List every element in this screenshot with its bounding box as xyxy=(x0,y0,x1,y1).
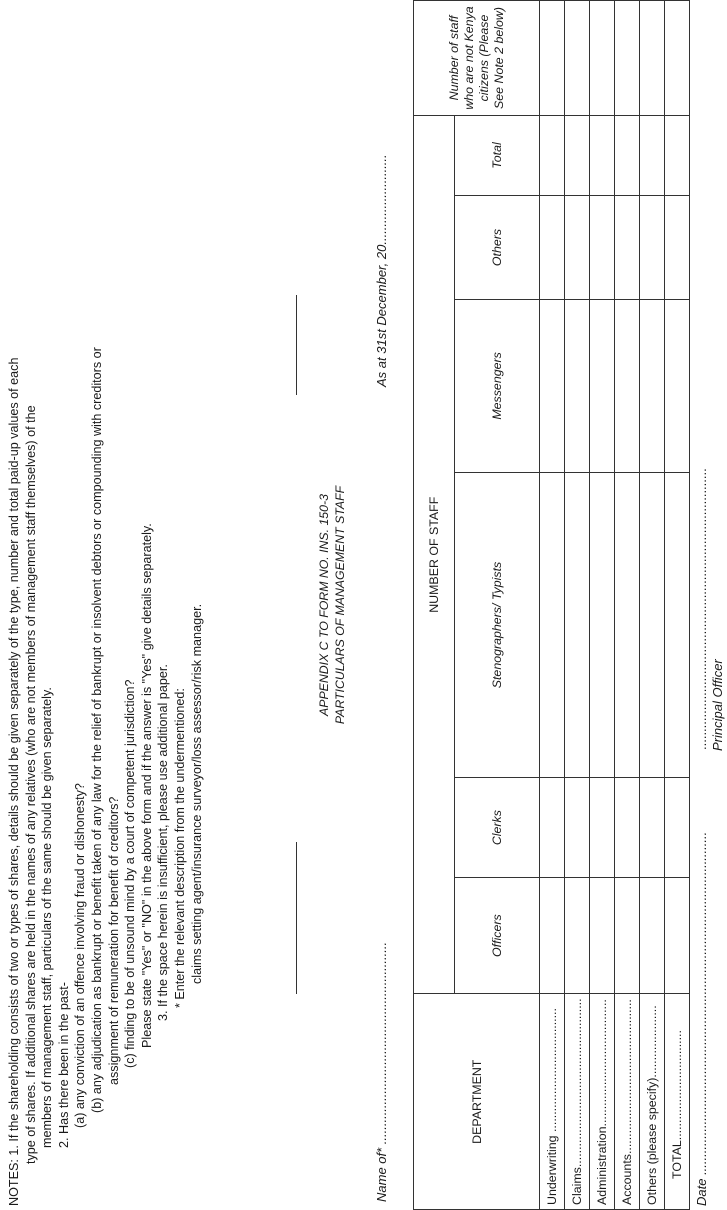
row-label-accounts: Accounts............................................. xyxy=(615,994,640,1210)
row-label-underwriting: Underwriting .................................... xyxy=(540,994,565,1210)
date-field[interactable]: Date ............................................................................................... xyxy=(694,831,709,1206)
divider-rule-right xyxy=(296,295,297,395)
name-of-field[interactable]: Name of* ........................................................ xyxy=(374,941,389,1202)
row-label-claims: Claims................................................. xyxy=(565,994,590,1210)
table-cell[interactable] xyxy=(615,300,640,473)
note-line: claims setting agent/insurance surveyor/loss assessor/risk manager. xyxy=(189,603,204,984)
table-cell[interactable] xyxy=(540,877,565,994)
table-cell[interactable] xyxy=(540,116,565,196)
signature-line[interactable]: .............................................................................. xyxy=(694,468,709,750)
table-row xyxy=(565,1,590,1210)
appendix-heading xyxy=(316,0,356,1210)
table-cell[interactable] xyxy=(665,195,690,299)
appendix-subtitle: PARTICULARS OF MANAGEMENT STAFF xyxy=(333,485,347,725)
table-cell[interactable] xyxy=(615,1,640,116)
table-cell[interactable] xyxy=(590,472,615,778)
table-cell[interactable] xyxy=(615,778,640,878)
number-of-staff-header: NUMBER OF STAFF xyxy=(414,116,455,994)
table-cell[interactable] xyxy=(540,778,565,878)
principal-officer-label: Principal Officer xyxy=(710,659,725,751)
non-kenyan-staff-header: Number of staff who are not Kenya citizens (Please See Note 2 below) xyxy=(414,1,540,116)
note-line: type of shares. If additional shares are held in the names of any relatives (who are not members of management staff themselves) of the xyxy=(23,405,38,1164)
table-cell[interactable] xyxy=(640,1,665,116)
row-label-administration: Administration..................................... xyxy=(590,994,615,1210)
note-line: Please state "Yes" or "NO" in the above form and if the answer is "Yes" give details separately. xyxy=(139,523,154,1048)
table-cell[interactable] xyxy=(540,195,565,299)
table-cell[interactable] xyxy=(590,195,615,299)
row-label-others: Others (please specify)..................... xyxy=(640,994,665,1210)
table-row xyxy=(590,1,615,1210)
table-cell[interactable] xyxy=(640,195,665,299)
table-cell[interactable] xyxy=(640,877,665,994)
table-cell[interactable] xyxy=(540,472,565,778)
table-row xyxy=(540,1,565,1210)
table-cell[interactable] xyxy=(565,300,590,473)
table-cell[interactable] xyxy=(615,472,640,778)
table-cell[interactable] xyxy=(565,778,590,878)
note-line: NOTES: 1. If the shareholding consists of two or types of shares, details should be given separately of the type, number and total paid-up values of each xyxy=(7,357,21,1206)
table-cell[interactable] xyxy=(640,116,665,196)
officers-header: Officers xyxy=(455,877,540,994)
table-cell[interactable] xyxy=(665,472,690,778)
as-at-date-field[interactable]: As at 31st December, 20......................... xyxy=(374,154,389,387)
table-cell[interactable] xyxy=(640,300,665,473)
table-cell[interactable] xyxy=(640,472,665,778)
table-cell[interactable] xyxy=(565,877,590,994)
table-cell[interactable] xyxy=(665,300,690,473)
table-cell[interactable] xyxy=(665,778,690,878)
table-cell[interactable] xyxy=(615,195,640,299)
row-label-total: TOTAL................................ xyxy=(665,994,690,1210)
table-row xyxy=(640,1,665,1210)
table-cell[interactable] xyxy=(590,778,615,878)
table-cell[interactable] xyxy=(540,300,565,473)
note-line: members of management staff, particulars of the same should be given separately. xyxy=(40,687,55,1148)
table-cell[interactable] xyxy=(540,1,565,116)
note-line: 3. If the space herein is insufficient, please use additional paper. xyxy=(156,664,171,1021)
table-cell[interactable] xyxy=(565,1,590,116)
table-row xyxy=(615,1,640,1210)
table-cell[interactable] xyxy=(590,300,615,473)
others-header: Others xyxy=(455,195,540,299)
staff-table xyxy=(413,0,690,1210)
table-cell[interactable] xyxy=(615,877,640,994)
stenographers-header: Stenographers/ Typists xyxy=(455,472,540,778)
table-cell[interactable] xyxy=(565,195,590,299)
table-cell[interactable] xyxy=(665,1,690,116)
divider-rule-left xyxy=(296,842,297,994)
note-line: assignment of remuneration for benefit of creditors? xyxy=(106,796,121,1085)
table-cell[interactable] xyxy=(565,116,590,196)
department-header: DEPARTMENT xyxy=(414,994,540,1210)
clerks-header: Clerks xyxy=(455,778,540,878)
table-cell[interactable] xyxy=(590,1,615,116)
appendix-title: APPENDIX C TO FORM NO. INS. 150-3 xyxy=(317,494,331,716)
table-cell[interactable] xyxy=(665,877,690,994)
note-line: (c) finding to be of unsound mind by a court of competent jurisdiction? xyxy=(123,679,138,1068)
table-cell[interactable] xyxy=(665,116,690,196)
total-header: Total xyxy=(455,116,540,196)
table-cell[interactable] xyxy=(565,472,590,778)
table-cell[interactable] xyxy=(640,778,665,878)
notes-section xyxy=(6,11,205,1206)
note-line: (b) any adjudication as bankrupt or benefit taken of any law for the relief of bankrupt or insolvent debtors or compounding with creditors or xyxy=(89,347,104,1113)
table-cell[interactable] xyxy=(590,116,615,196)
note-line: (a) any conviction of an offence involving fraud or dishonesty? xyxy=(73,783,88,1128)
table-cell[interactable] xyxy=(590,877,615,994)
note-line: * Enter the relevant description from the undermentioned: xyxy=(172,688,187,1008)
table-cell[interactable] xyxy=(615,116,640,196)
messengers-header: Messengers xyxy=(455,300,540,473)
table-row xyxy=(665,1,690,1210)
note-line: 2. Has there been in the past- xyxy=(56,982,71,1148)
